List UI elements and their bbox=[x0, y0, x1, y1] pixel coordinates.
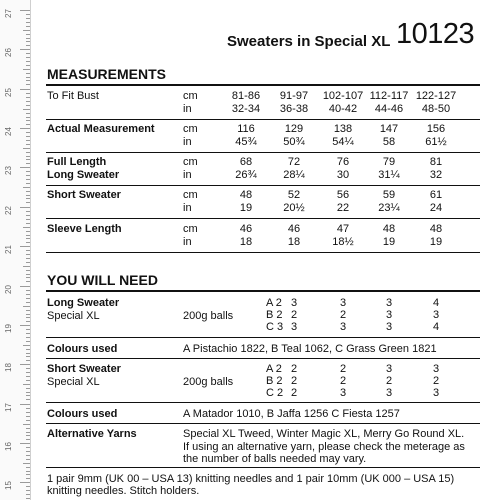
in-value: 54¼ bbox=[332, 136, 354, 148]
cm-value: 116 bbox=[237, 123, 255, 135]
divider bbox=[46, 358, 480, 359]
balls-value: 3 bbox=[385, 321, 393, 333]
cm-value: 48 bbox=[429, 223, 443, 235]
divider bbox=[46, 467, 480, 468]
in-value: 32-34 bbox=[231, 103, 261, 115]
in-value: 19 bbox=[429, 236, 443, 248]
divider bbox=[46, 290, 480, 292]
balls-value: 2 bbox=[432, 375, 440, 387]
measurement-label: To Fit Bust bbox=[47, 90, 99, 102]
in-value: 44-46 bbox=[374, 103, 404, 115]
needles-note bbox=[47, 473, 454, 497]
in-value: 28¼ bbox=[283, 169, 305, 181]
ruler-label: 18 bbox=[4, 363, 13, 372]
cm-value: 81 bbox=[429, 156, 443, 168]
balls-value: 2 bbox=[290, 375, 298, 387]
cm-value: 91-97 bbox=[279, 90, 309, 102]
balls-value: 3 bbox=[385, 363, 393, 375]
in-value: 50¾ bbox=[283, 136, 305, 148]
you-will-need-heading: YOU WILL NEED bbox=[47, 272, 158, 288]
ruler-label: 20 bbox=[4, 285, 13, 294]
cm-value: 72 bbox=[287, 156, 301, 168]
cm-value: 52 bbox=[287, 189, 301, 201]
in-value: 48-50 bbox=[421, 103, 451, 115]
balls-value: 3 bbox=[385, 309, 393, 321]
unit-in: in bbox=[183, 236, 192, 248]
ruler-label: 24 bbox=[4, 127, 13, 136]
cm-value: 81-86 bbox=[231, 90, 261, 102]
pattern-number: 10123 bbox=[396, 18, 475, 50]
divider bbox=[46, 185, 480, 186]
colours-used-text: A Matador 1010, B Jaffa 1256 C Fiesta 1257 bbox=[183, 408, 400, 420]
balls-value: 3 bbox=[385, 387, 393, 399]
cm-value: 48 bbox=[239, 189, 253, 201]
unit-in: in bbox=[183, 136, 192, 148]
balls-value: 2 bbox=[290, 387, 298, 399]
divider bbox=[46, 252, 480, 253]
in-value: 36-38 bbox=[279, 103, 309, 115]
balls-value: 3 bbox=[290, 297, 298, 309]
alternative-yarns-line: the number of balls needed may vary. bbox=[183, 453, 367, 465]
colour-count: C 2 bbox=[266, 387, 284, 399]
colour-count: A 2 bbox=[266, 363, 282, 375]
balls-value: 3 bbox=[432, 309, 440, 321]
cm-value: 79 bbox=[382, 156, 396, 168]
ruler-label: 27 bbox=[4, 9, 13, 18]
balls-value: 2 bbox=[339, 375, 347, 387]
in-value: 24 bbox=[429, 202, 443, 214]
colours-used-label: Colours used bbox=[47, 408, 118, 420]
long-sweater-label: Long Sweater bbox=[47, 297, 120, 309]
in-value: 19 bbox=[239, 202, 253, 214]
ruler-label: 17 bbox=[4, 403, 13, 412]
cm-value: 147 bbox=[379, 123, 399, 135]
cm-value: 48 bbox=[382, 223, 396, 235]
ruler-label: 22 bbox=[4, 206, 13, 215]
in-value: 61½ bbox=[425, 136, 447, 148]
ruler-label: 15 bbox=[4, 481, 13, 490]
colour-count: B 2 bbox=[266, 375, 283, 387]
long-sweater-yarn: Special XL bbox=[47, 310, 100, 322]
in-value: 19 bbox=[382, 236, 396, 248]
in-value: 45¾ bbox=[235, 136, 257, 148]
short-sweater-label: Short Sweater bbox=[47, 363, 121, 375]
in-value: 40-42 bbox=[328, 103, 358, 115]
cm-value: 138 bbox=[333, 123, 353, 135]
balls-value: 2 bbox=[339, 309, 347, 321]
divider bbox=[46, 152, 480, 153]
cm-value: 47 bbox=[336, 223, 350, 235]
divider bbox=[46, 423, 480, 424]
measurement-label: Full Length bbox=[47, 156, 107, 168]
measurement-label: Short Sweater bbox=[47, 189, 121, 201]
in-value: 20½ bbox=[283, 202, 305, 214]
measurement-label: Actual Measurement bbox=[47, 123, 155, 135]
unit-in: in bbox=[183, 202, 192, 214]
in-value: 18 bbox=[239, 236, 253, 248]
in-value: 32 bbox=[429, 169, 443, 181]
colour-count: C 3 bbox=[266, 321, 284, 333]
divider bbox=[46, 119, 480, 120]
cm-value: 102-107 bbox=[322, 90, 364, 102]
balls-value: 4 bbox=[432, 321, 440, 333]
ruler-label: 21 bbox=[4, 245, 13, 254]
balls-value: 3 bbox=[339, 297, 347, 309]
balls-value: 3 bbox=[432, 363, 440, 375]
balls-value: 3 bbox=[290, 321, 298, 333]
in-value: 23¼ bbox=[378, 202, 400, 214]
measurements-heading: MEASUREMENTS bbox=[47, 66, 167, 82]
unit-cm: cm bbox=[183, 156, 198, 168]
colour-count: B 2 bbox=[266, 309, 283, 321]
balls-value: 4 bbox=[432, 297, 440, 309]
divider bbox=[46, 402, 480, 403]
cm-value: 61 bbox=[429, 189, 443, 201]
cm-value: 56 bbox=[336, 189, 350, 201]
cm-value: 46 bbox=[239, 223, 253, 235]
short-sweater-yarn: Special XL bbox=[47, 376, 100, 388]
colours-used-label: Colours used bbox=[47, 343, 118, 355]
cm-value: 156 bbox=[426, 123, 446, 135]
in-value: 58 bbox=[382, 136, 396, 148]
short-sweater-balls: 200g balls bbox=[183, 376, 234, 388]
ruler-label: 19 bbox=[4, 324, 13, 333]
unit-in: in bbox=[183, 169, 192, 181]
balls-value: 3 bbox=[385, 297, 393, 309]
cm-value: 46 bbox=[287, 223, 301, 235]
cm-value: 129 bbox=[284, 123, 304, 135]
in-value: 18½ bbox=[332, 236, 354, 248]
in-value: 26¾ bbox=[235, 169, 257, 181]
in-value: 22 bbox=[336, 202, 350, 214]
needles-line: 1 pair 9mm (UK 00 – USA 13) knitting needles and 1 pair 10mm (UK 000 – USA 15) bbox=[47, 473, 455, 485]
in-value: 30 bbox=[336, 169, 350, 181]
cm-value: 68 bbox=[239, 156, 253, 168]
alternative-yarns-label: Alternative Yarns bbox=[47, 428, 137, 440]
colours-used-text: A Pistachio 1822, B Teal 1062, C Grass Green 1821 bbox=[183, 343, 437, 355]
unit-in: in bbox=[183, 103, 192, 115]
ruler-label: 16 bbox=[4, 442, 13, 451]
ruler-label: 26 bbox=[4, 48, 13, 57]
divider bbox=[46, 84, 480, 86]
alternative-yarns-line: If using an alternative yarn, please check the meterage as bbox=[183, 441, 465, 453]
balls-value: 3 bbox=[432, 387, 440, 399]
cm-value: 76 bbox=[336, 156, 350, 168]
cm-value: 112-117 bbox=[369, 90, 409, 102]
pattern-title: Sweaters in Special XL bbox=[227, 33, 391, 50]
divider bbox=[46, 337, 480, 338]
balls-value: 3 bbox=[339, 387, 347, 399]
long-sweater-balls: 200g balls bbox=[183, 310, 234, 322]
ruler-label: 23 bbox=[4, 166, 13, 175]
ruler-label: 25 bbox=[4, 88, 13, 97]
cm-value: 122-127 bbox=[415, 90, 457, 102]
unit-cm: cm bbox=[183, 123, 198, 135]
balls-value: 3 bbox=[339, 321, 347, 333]
in-value: 18 bbox=[287, 236, 301, 248]
divider bbox=[46, 218, 480, 219]
balls-value: 2 bbox=[290, 363, 298, 375]
balls-value: 2 bbox=[339, 363, 347, 375]
balls-value: 2 bbox=[290, 309, 298, 321]
unit-cm: cm bbox=[183, 189, 198, 201]
needles-line: knitting needles. Stitch holders. bbox=[47, 485, 200, 497]
in-value: 31¼ bbox=[378, 169, 400, 181]
balls-value: 2 bbox=[385, 375, 393, 387]
measurement-sublabel: Long Sweater bbox=[47, 169, 120, 181]
colour-count: A 2 bbox=[266, 297, 282, 309]
cm-value: 59 bbox=[382, 189, 396, 201]
unit-cm: cm bbox=[183, 223, 198, 235]
measurement-label: Sleeve Length bbox=[47, 223, 122, 235]
alternative-yarns-line: Special XL Tweed, Winter Magic XL, Merry Go Round XL. bbox=[183, 428, 465, 440]
unit-cm: cm bbox=[183, 90, 198, 102]
